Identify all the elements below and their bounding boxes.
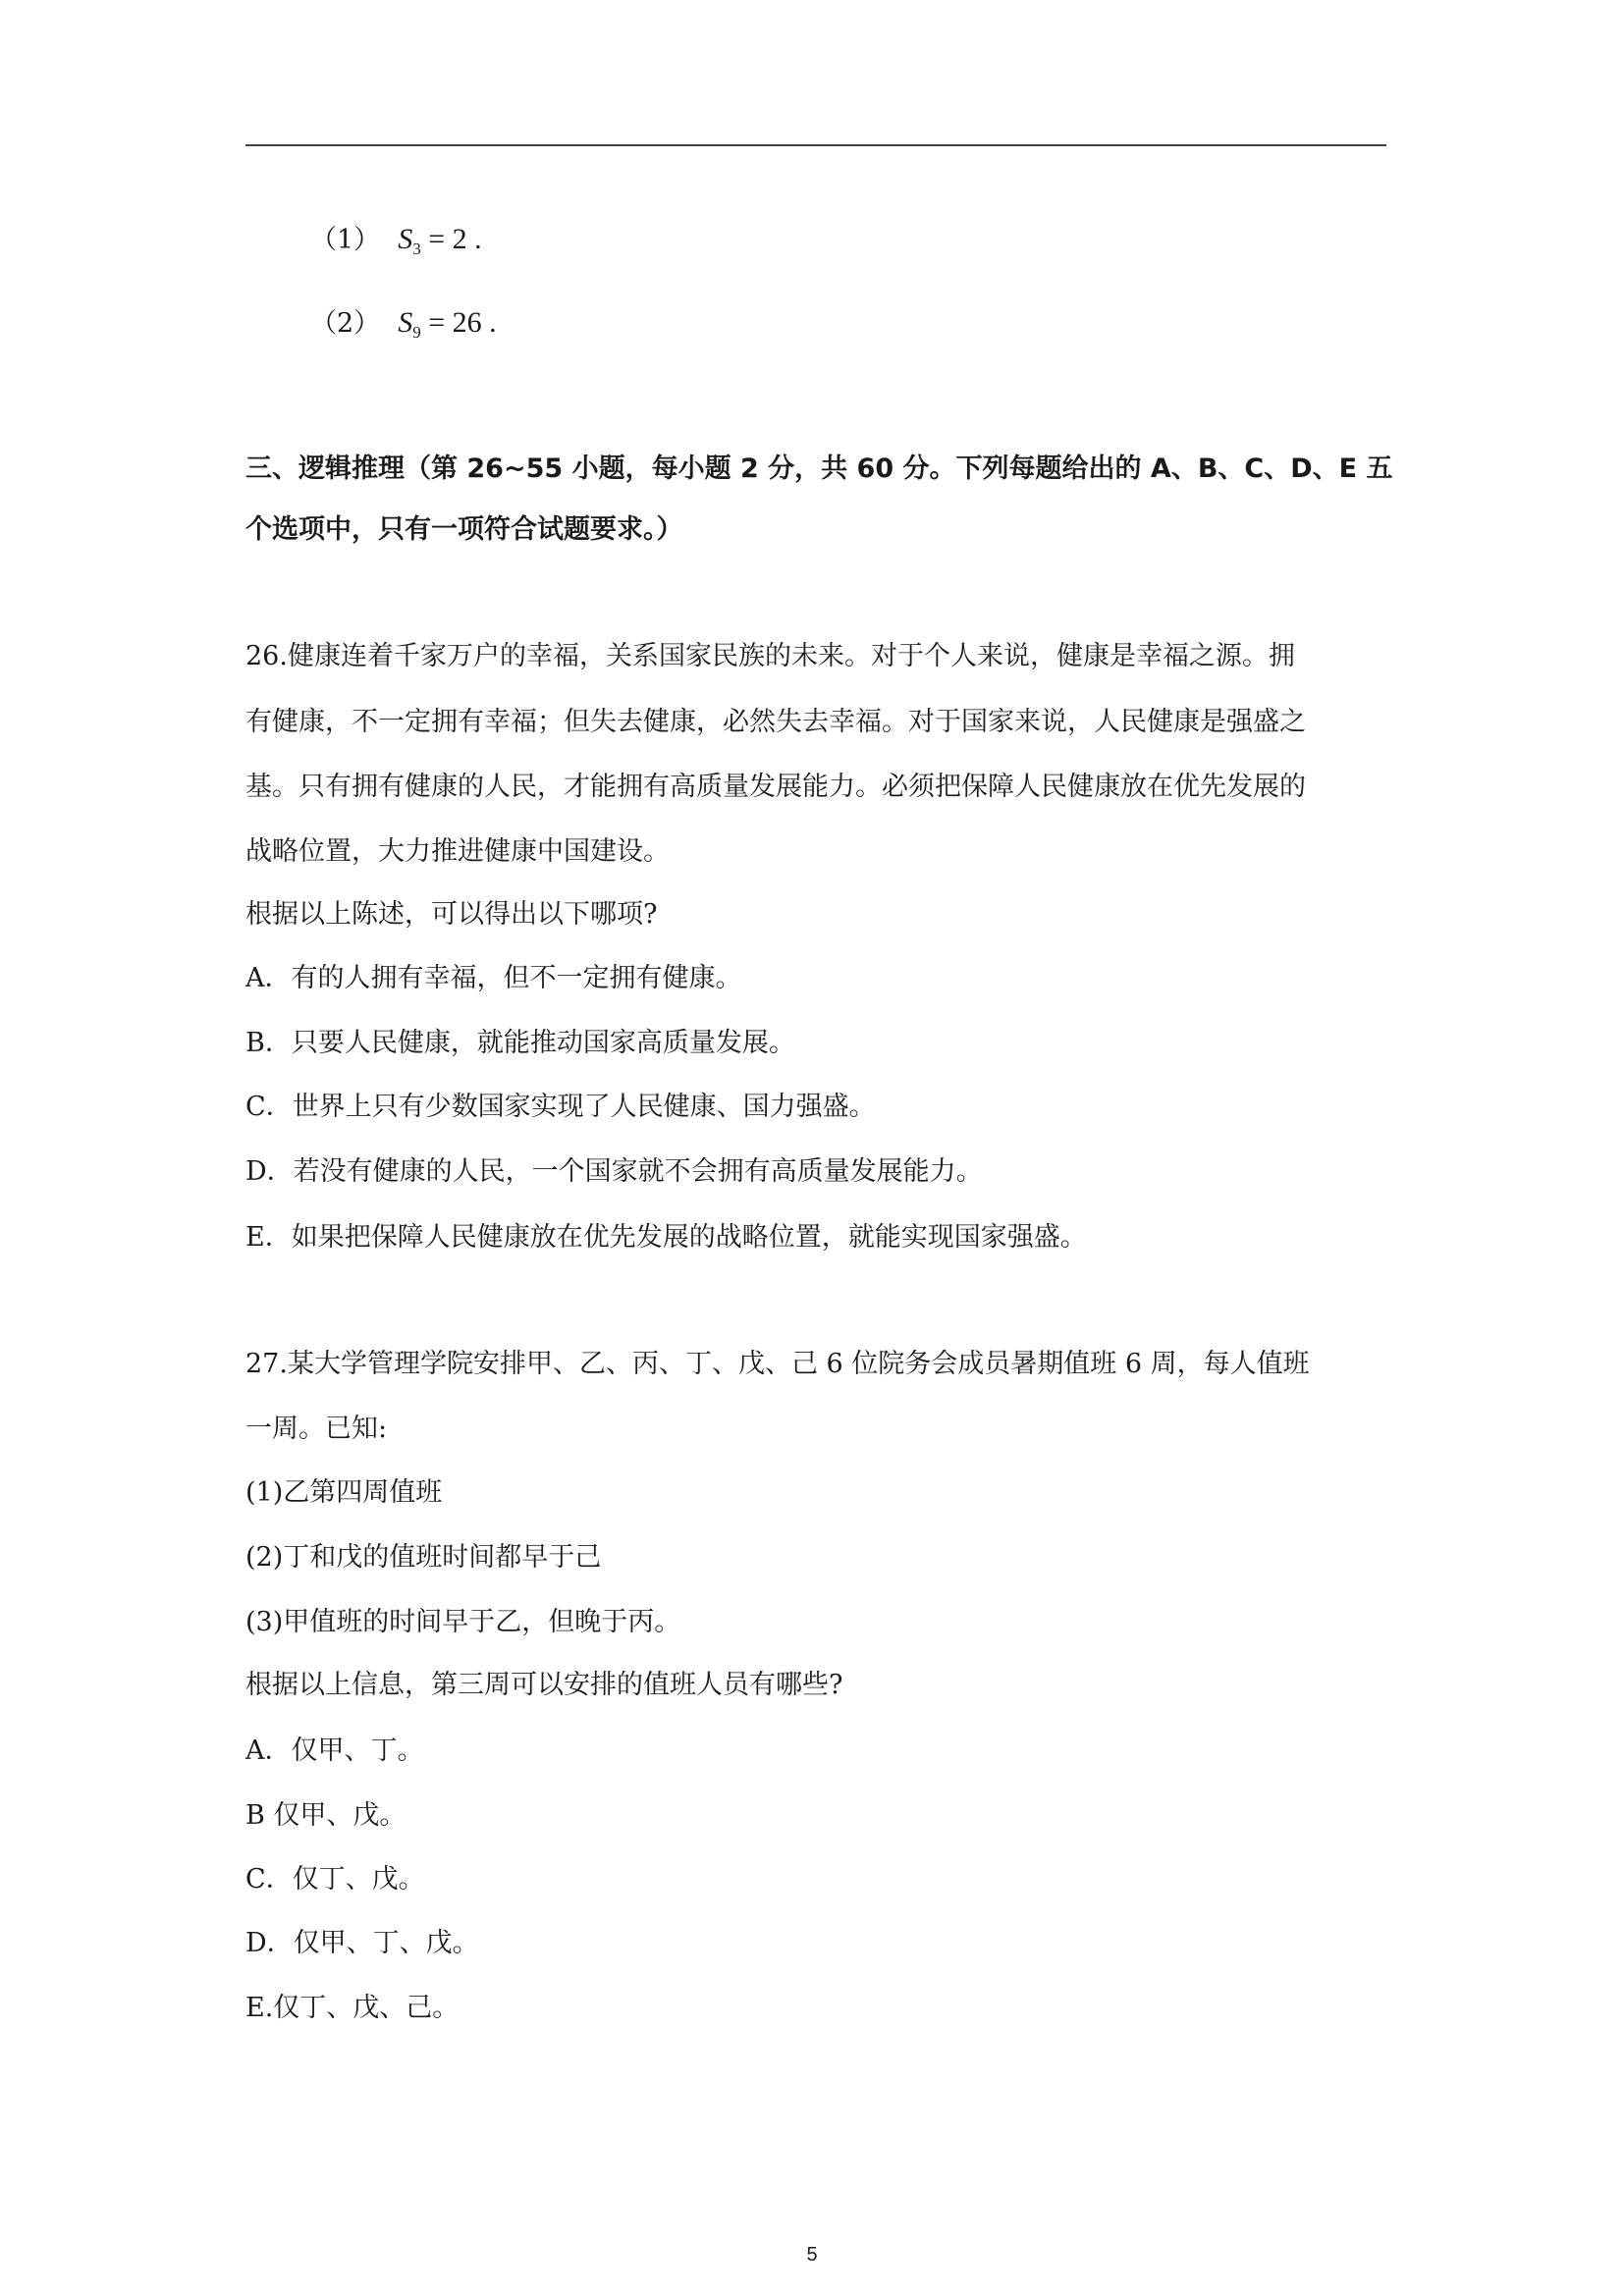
q27-condition-3: (3)甲值班的时间早于乙，但晚于丙。 — [245, 1607, 681, 1637]
q26-question: 根据以上陈述，可以得出以下哪项? — [245, 899, 658, 930]
section-heading-line-1: 三、逻辑推理（第 26~55 小题，每小题 2 分，共 60 分。下列每题给出的 A、B、C、D、E 五 — [245, 454, 1393, 484]
section-heading-line-2: 个选项中，只有一项符合试题要求。） — [245, 514, 683, 545]
condition-2-formula — [398, 306, 497, 342]
condition-1-sub: 3 — [412, 240, 421, 258]
condition-2-label: （2） — [310, 308, 381, 339]
q26-stem-line-1: 26.健康连着千家万户的幸福，关系国家民族的未来。对于个人来说，健康是幸福之源。拥 — [245, 641, 1295, 671]
q27-option-e: E.仅丁、戊、己。 — [245, 1993, 460, 2023]
q26-stem-line-3: 基。只有拥有健康的人民，才能拥有高质量发展能力。必须把保障人民健康放在优先发展的 — [245, 772, 1306, 802]
condition-2-sub: 9 — [412, 323, 421, 342]
q26-option-c: C．世界上只有少数国家实现了人民健康、国力强盛。 — [245, 1092, 876, 1122]
condition-1-var: S — [398, 223, 413, 255]
condition-1-rhs: = 2 . — [428, 223, 482, 255]
condition-2-rhs: = 26 . — [428, 306, 497, 339]
q26-option-a: A．有的人拥有幸福，但不一定拥有健康。 — [245, 963, 742, 993]
q27-option-c: C．仅丁、戊。 — [245, 1864, 425, 1895]
condition-1 — [310, 220, 482, 269]
condition-2 — [310, 303, 497, 352]
q26-option-d: D．若没有健康的人民，一个国家就不会拥有高质量发展能力。 — [245, 1156, 983, 1187]
q27-condition-2: (2)丁和戊的值班时间都早于己 — [245, 1542, 602, 1573]
header-rule — [245, 144, 1386, 146]
condition-1-label: （1） — [310, 225, 381, 255]
q27-option-b: B 仅甲、戊。 — [245, 1800, 406, 1831]
q27-stem-line-2: 一周。已知: — [245, 1414, 388, 1444]
q26-option-b: B．只要人民健康，就能推动国家高质量发展。 — [245, 1028, 795, 1058]
q26-stem-line-2: 有健康，不一定拥有幸福；但失去健康，必然失去幸福。对于国家来说，人民健康是强盛之 — [245, 707, 1306, 737]
page-number: 5 — [806, 2244, 818, 2266]
condition-2-var: S — [398, 306, 413, 339]
q27-option-d: D．仅甲、丁、戊。 — [245, 1928, 479, 1958]
q27-option-a: A．仅甲、丁。 — [245, 1735, 424, 1766]
q27-stem-line-1: 27.某大学管理学院安排甲、乙、丙、丁、戊、己 6 位院务会成员暑期值班 6 周，每人值班 — [245, 1349, 1310, 1379]
q26-option-e: E．如果把保障人民健康放在优先发展的战略位置，就能实现国家强盛。 — [245, 1222, 1087, 1253]
q27-question: 根据以上信息，第三周可以安排的值班人员有哪些? — [245, 1670, 843, 1700]
condition-1-formula — [398, 223, 482, 258]
q27-condition-1: (1)乙第四周值班 — [245, 1477, 443, 1508]
q26-stem-line-4: 战略位置，大力推进健康中国建设。 — [245, 836, 670, 867]
